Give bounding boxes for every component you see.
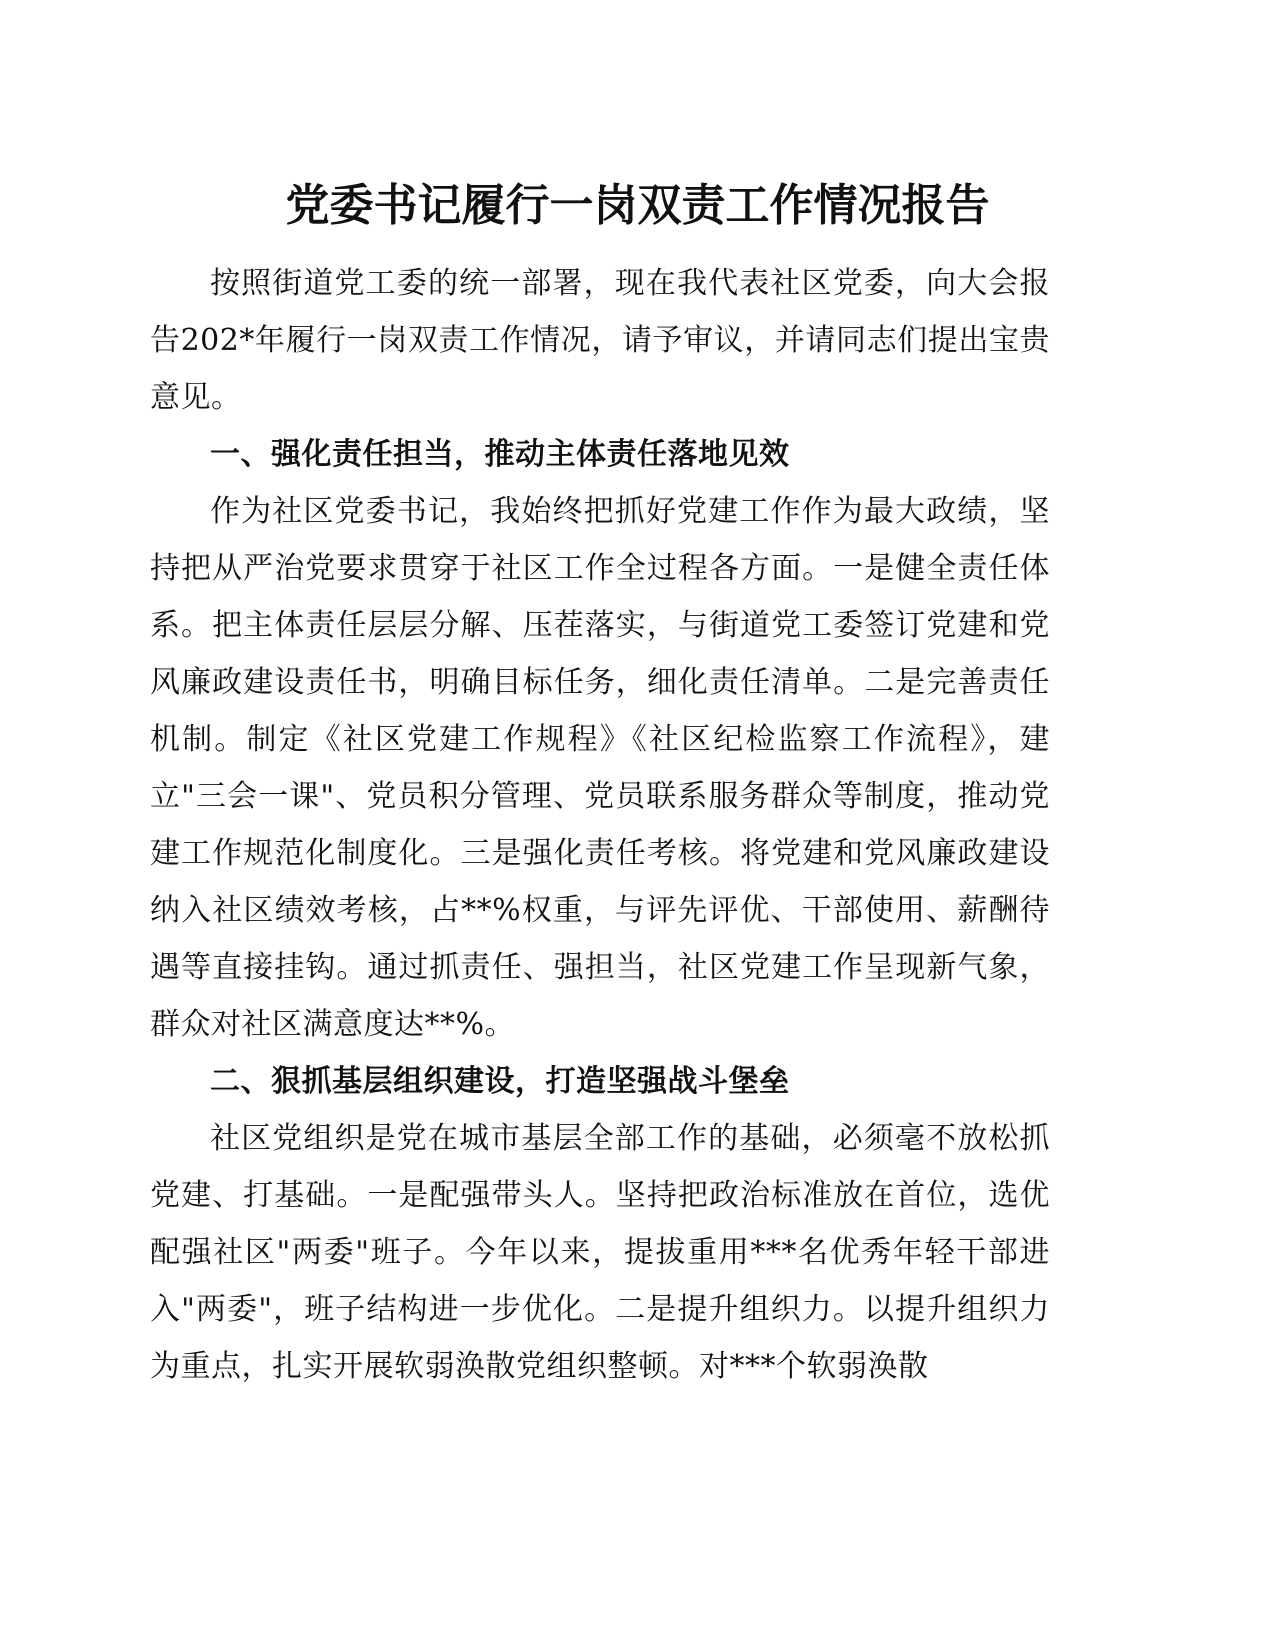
document-body <box>150 255 1050 1395</box>
section-2-heading: 二、狠抓基层组织建设，打造坚强战斗堡垒 <box>210 1064 790 1099</box>
intro-paragraph: 按照街道党工委的统一部署，现在我代表社区党委，向大会报告202*年履行一岗双责工作情况，请予审议，并请同志们提出宝贵意见。 <box>150 266 1050 415</box>
document-title: 党委书记履行一岗双责工作情况报告 <box>285 180 990 231</box>
section-2-paragraph: 社区党组织是党在城市基层全部工作的基础，必须毫不放松抓党建、打基础。一是配强带头人。坚持把政治标准放在首位，选优配强社区"两委"班子。今年以来，提拔重用***名优秀年轻干部进入"两委"，班子结构进一步优化。二是提升组织力。以提升组织力为重点，扎实开展软弱涣散党组织整顿。对***个软弱涣散 <box>150 1121 1050 1384</box>
section-1-paragraph: 作为社区党委书记，我始终把抓好党建工作作为最大政绩，坚持把从严治党要求贯穿于社区工作全过程各方面。一是健全责任体系。把主体责任层层分解、压茬落实，与街道党工委签订党建和党风廉政建设责任书，明确目标任务，细化责任清单。二是完善责任机制。制定《社区党建工作规程》《社区纪检监察工作流程》，建立"三会一课"、党员积分管理、党员联系服务群众等制度，推动党建工作规范化制度化。三是强化责任考核。将党建和党风廉政建设纳入社区绩效考核，占**%权重，与评先评优、干部使用、薪酬待遇等直接挂钩。通过抓责任、强担当，社区党建工作呈现新气象，群众对社区满意度达**%。 <box>150 494 1050 1042</box>
section-1-heading: 一、强化责任担当，推动主体责任落地见效 <box>210 437 790 472</box>
